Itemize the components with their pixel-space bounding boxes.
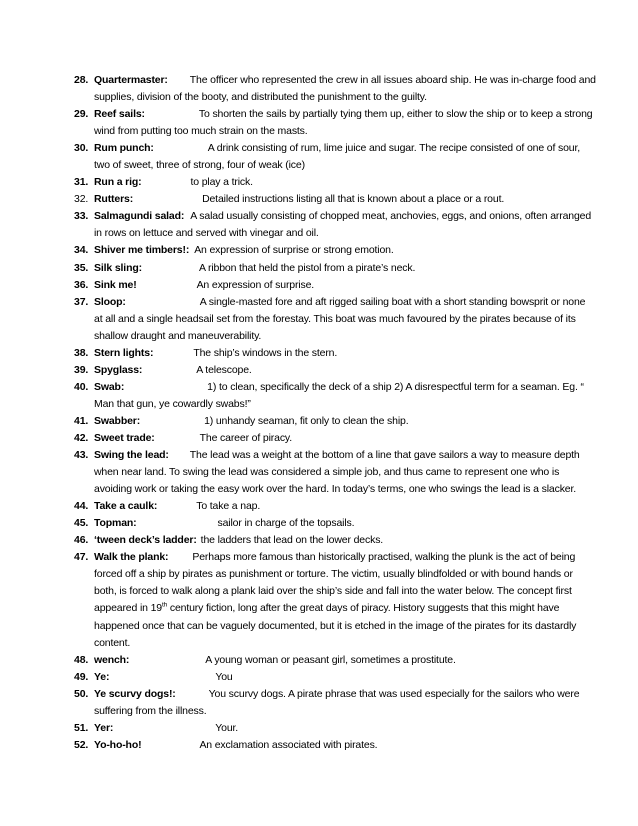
entry-number: 34. — [74, 244, 89, 257]
glossary-entry-walk-the-plank — [74, 549, 596, 651]
glossary-entry-shiver-me-timbers — [74, 242, 596, 259]
entry-number: 50. — [74, 687, 89, 700]
entry-number: 52. — [74, 738, 89, 751]
entry-definition: To take a nap. — [196, 500, 261, 513]
entry-number: 36. — [74, 278, 89, 291]
glossary-entry-sloop — [74, 294, 596, 345]
entry-term: Topman: — [94, 517, 137, 530]
entry-number: 44. — [74, 500, 89, 513]
superscript-th: th — [161, 601, 168, 609]
entry-term: Spyglass: — [94, 363, 143, 376]
glossary-entry-yo-ho-ho — [74, 737, 596, 754]
entry-definition: Your. — [215, 721, 239, 734]
entry-definition: You scurvy dogs. A pirate phrase that was used especially for the sailors who were suffering from the illness. — [94, 687, 580, 717]
entry-definition: A single-masted fore and aft rigged sailing boat with a short standing bowsprit or none at all and a single headsail set from the forestay. This boat was much favoured by the pirates because of its shallow draught and maneuverability. — [94, 295, 586, 342]
entry-number: 37. — [74, 295, 89, 308]
entry-term: Shiver me timbers!: — [94, 244, 190, 257]
entry-number: 31. — [74, 176, 89, 189]
glossary-entry-sweet-trade — [74, 430, 596, 447]
entry-definition: 1) to clean, specifically the deck of a ship 2) A disrespectful term for a seaman. Eg. “ Man that gun, ye cowardly swabs!” — [94, 380, 584, 410]
glossary-entry-sink-me — [74, 277, 596, 294]
glossary-entry-swabber — [74, 413, 596, 430]
entry-number: 48. — [74, 653, 89, 666]
entry-definition: Detailed instructions listing all that is known about a place or a rout. — [202, 193, 505, 206]
entry-definition: A ribbon that held the pistol from a pirate’s neck. — [198, 261, 416, 274]
glossary-entry-topman — [74, 515, 596, 532]
glossary-entry-tween-decks-ladder — [74, 532, 596, 549]
glossary-entry-ye — [74, 669, 596, 686]
glossary-entry-silk-sling — [74, 260, 596, 277]
entry-number: 51. — [74, 721, 89, 734]
entry-number: 45. — [74, 517, 89, 530]
entry-number: 32. — [74, 193, 89, 206]
entry-number: 42. — [74, 431, 89, 444]
entry-term: Sink me! — [94, 278, 137, 291]
entry-number: 46. — [74, 534, 89, 547]
entry-term: Reef sails: — [94, 108, 145, 121]
entry-number: 28. — [74, 74, 89, 86]
entry-term: Yer: — [94, 721, 114, 734]
entry-definition: You — [215, 670, 233, 683]
entry-definition: A salad usually consisting of chopped meat, anchovies, eggs, and onions, often arranged in rows on lettuce and served with vinegar and oil. — [94, 210, 592, 240]
entry-term: Yo-ho-ho! — [94, 738, 142, 751]
entry-definition: To shorten the sails by partially tying them up, either to slow the ship or to keep a strong wind from putting too much strain on the masts. — [94, 108, 593, 138]
glossary-entry-wench — [74, 652, 596, 669]
entry-term: Ye: — [94, 670, 110, 683]
entry-term: Stern lights: — [94, 346, 154, 359]
entry-number: 47. — [74, 551, 89, 564]
glossary-entry-rum-punch — [74, 140, 596, 174]
glossary-entry-salmagundi-salad — [74, 208, 596, 242]
glossary-entry-reef-sails — [74, 106, 596, 140]
entry-number: 39. — [74, 363, 89, 376]
glossary-entry-ye-scurvy-dogs — [74, 686, 596, 720]
entry-term: ‘tween deck’s ladder: — [94, 534, 197, 547]
entry-term: Rutters: — [94, 193, 134, 206]
entry-term: wench: — [94, 653, 130, 666]
entry-term: Swing the lead: — [94, 449, 169, 462]
entry-term: Take a caulk: — [94, 500, 158, 513]
glossary-entry-quartermaster — [74, 72, 596, 106]
entry-term: Run a rig: — [94, 176, 142, 189]
entry-number: 29. — [74, 108, 89, 121]
entry-term: Quartermaster: — [94, 74, 168, 86]
entry-definition: The lead was a weight at the bottom of a line that gave sailors a way to measure depth when near land. To swing the lead was considered a simple job, and thus came to represent one who is avoiding work or taking the easy work over the hard. In today’s terms, one who swings the lead is a slacker. — [94, 449, 580, 496]
glossary-entry-swab — [74, 379, 596, 413]
entry-definition: to play a trick. — [190, 176, 253, 189]
entry-number: 41. — [74, 414, 89, 427]
entry-definition: A telescope. — [196, 363, 252, 376]
entry-term: Walk the plank: — [94, 551, 169, 564]
glossary-entry-swing-the-lead — [74, 447, 596, 498]
glossary-entry-yer — [74, 720, 596, 737]
entry-definition: A young woman or peasant girl, sometimes a prostitute. — [205, 653, 456, 666]
entry-term: Sweet trade: — [94, 431, 155, 444]
entry-definition: The ship’s windows in the stern. — [193, 346, 338, 359]
glossary-entry-rutters — [74, 191, 596, 208]
entry-definition: A drink consisting of rum, lime juice and sugar. The recipe consisted of one of sour, two of sweet, three of strong, four of weak (ice) — [94, 142, 581, 172]
entry-number: 33. — [74, 210, 89, 223]
glossary-entry-spyglass — [74, 362, 596, 379]
entry-definition: 1) unhandy seaman, fit only to clean the ship. — [204, 414, 409, 427]
entry-term: Sloop: — [94, 295, 126, 308]
entry-definition: the ladders that lead on the lower decks. — [200, 534, 384, 547]
entry-definition: Perhaps more famous than historically practised, walking the plunk is the act of being forced off a ship by pirates as punishment or torture. The victim, usually blindfolded or with bound hands or both, is forced to walk along a plank laid over the ship’s side and fall into the water below. The concept first appeared in 19th century fiction, long after the great days of piracy. History suggests that this might have happened once that can be vaguely documented, but it is etched in the image of the pirates for its dastardly content. — [94, 551, 577, 649]
entry-term: Swab: — [94, 380, 125, 393]
entry-definition: sailor in charge of the topsails. — [217, 517, 355, 530]
entry-definition: The career of piracy. — [199, 431, 293, 444]
entry-number: 43. — [74, 449, 89, 462]
entry-definition: The officer who represented the crew in all issues aboard ship. He was in-charge food and supplies, division of the booty, and distributed the punishment to the guilty. — [94, 74, 596, 104]
glossary-entry-run-a-rig — [74, 174, 596, 191]
entry-definition: An expression of surprise or strong emotion. — [194, 244, 394, 257]
entry-number: 40. — [74, 380, 89, 393]
entry-number: 35. — [74, 261, 89, 274]
entry-term: Ye scurvy dogs!: — [94, 687, 176, 700]
entry-definition: An expression of surprise. — [196, 278, 315, 291]
entry-definition: An exclamation associated with pirates. — [199, 738, 378, 751]
entry-term: Silk sling: — [94, 261, 142, 274]
entry-number: 38. — [74, 346, 89, 359]
glossary-entry-stern-lights — [74, 345, 596, 362]
entry-term: Swabber: — [94, 414, 141, 427]
entry-term: Salmagundi salad: — [94, 210, 185, 223]
entry-number: 49. — [74, 670, 89, 683]
entry-term: Rum punch: — [94, 142, 154, 155]
glossary-entry-take-a-caulk — [74, 498, 596, 515]
entry-number: 30. — [74, 142, 89, 155]
